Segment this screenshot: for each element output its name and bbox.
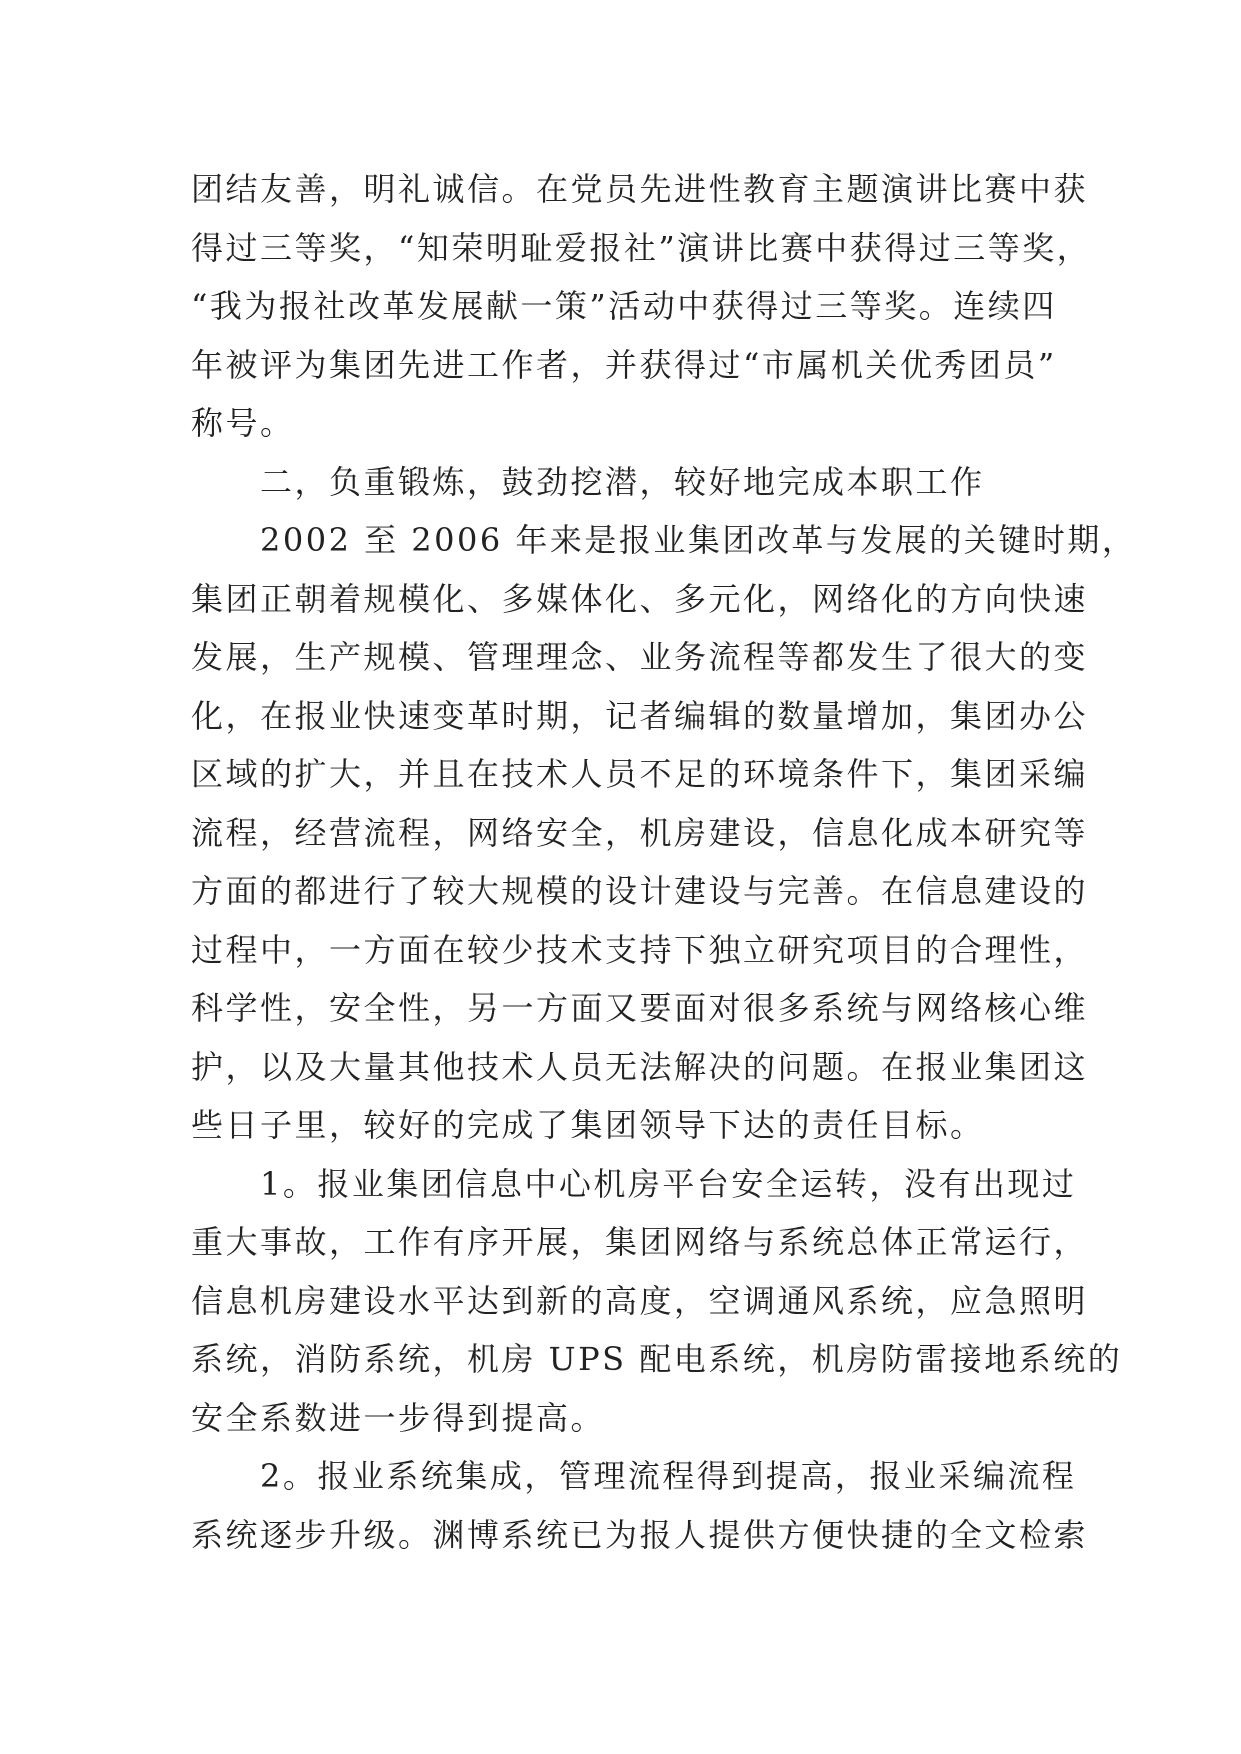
document-body — [191, 160, 1137, 1564]
text-line: 称号。 — [191, 404, 295, 442]
text-line: 安全系数进一步得到提高。 — [191, 1398, 606, 1437]
text-line: 发展，生产规模、管理理念、业务流程等都发生了很大的变 — [191, 638, 1089, 676]
text-line: 过程中，一方面在较少技术支持下独立研究项目的合理性， — [191, 930, 1089, 969]
text-line: 重大事故，工作有序开展，集团网络与系统总体正常运行， — [191, 1223, 1089, 1261]
text-line: 系统逐步升级。渊博系统已为报人提供方便快捷的全文检索 — [191, 1515, 1089, 1554]
text-line: 1。报业集团信息中心机房平台安全运转，没有出现过 — [191, 1164, 1077, 1203]
text-line: 年被评为集团先进工作者，并获得过“市属机关优秀团员” — [191, 345, 1057, 384]
text-line: 系统，消防系统，机房 UPS 配电系统，机房防雷接地系统的 — [191, 1340, 1123, 1378]
text-line: 2002 至 2006 年来是报业集团改革与发展的关键时期， — [191, 521, 1137, 559]
text-line: 化，在报业快速变革时期，记者编辑的数量增加，集团办公 — [191, 696, 1089, 735]
text-line: 信息机房建设水平达到新的高度，空调通风系统，应急照明 — [191, 1281, 1089, 1320]
text-line: 流程，经营流程，网络安全，机房建设，信息化成本研究等 — [191, 813, 1089, 852]
text-line: 科学性，安全性，另一方面又要面对很多系统与网络核心维 — [191, 989, 1089, 1027]
text-line: 团结友善，明礼诚信。在党员先进性教育主题演讲比赛中获 — [191, 170, 1089, 208]
text-line: “我为报社改革发展献一策”活动中获得过三等奖。连续四 — [191, 287, 1057, 325]
text-line: 区域的扩大，并且在技术人员不足的环境条件下，集团采编 — [191, 755, 1089, 793]
text-line: 方面的都进行了较大规模的设计建设与完善。在信息建设的 — [191, 872, 1089, 910]
text-line: 得过三等奖，“知荣明耻爱报社”演讲比赛中获得过三等奖， — [191, 228, 1092, 267]
text-line: 2。报业系统集成，管理流程得到提高，报业采编流程 — [191, 1457, 1077, 1495]
section-heading: 二，负重锻炼，鼓劲挖潜，较好地完成本职工作 — [191, 462, 985, 501]
text-line: 集团正朝着规模化、多媒体化、多元化，网络化的方向快速 — [191, 579, 1089, 618]
text-line: 些日子里，较好的完成了集团领导下达的责任目标。 — [191, 1106, 985, 1144]
text-line: 护，以及大量其他技术人员无法解决的问题。在报业集团这 — [191, 1047, 1089, 1086]
